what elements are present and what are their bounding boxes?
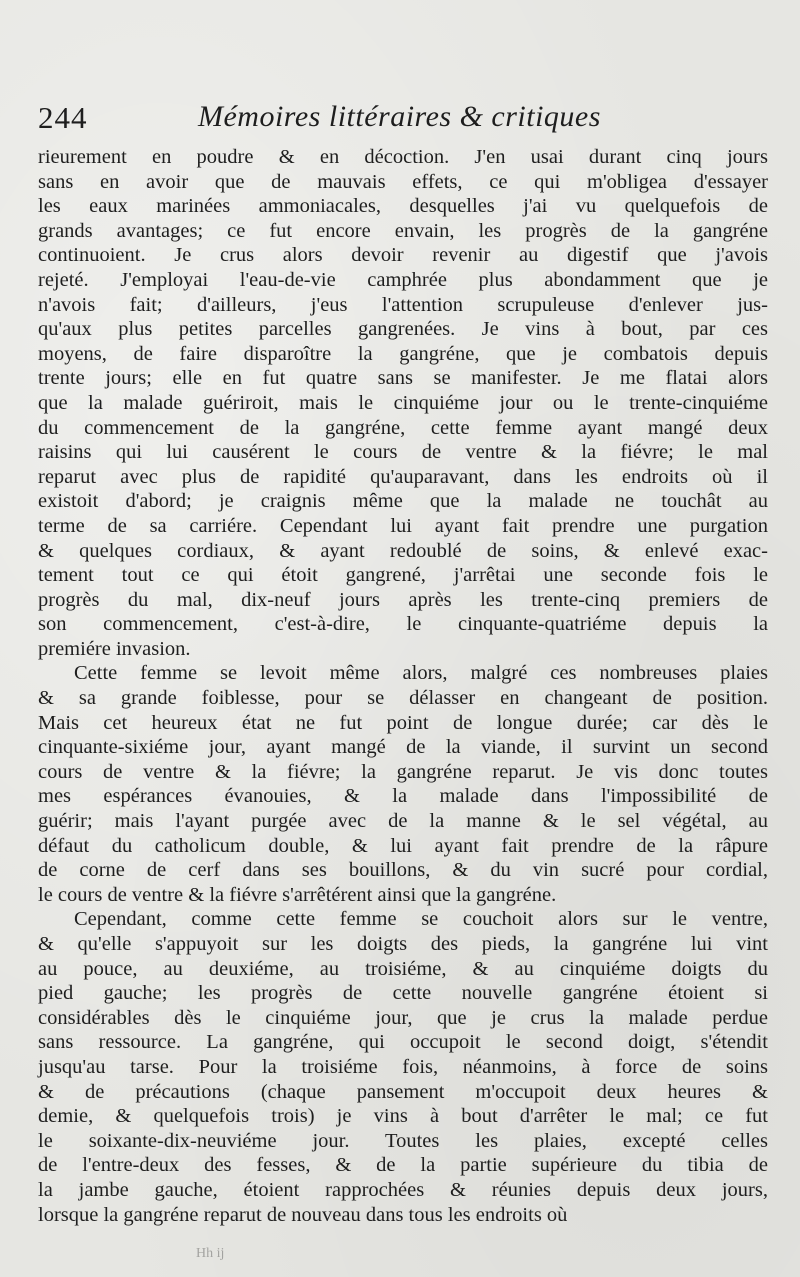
text-line: au pouce, au deuxiéme, au troisiéme, & au cinquiéme doigts du — [38, 957, 768, 980]
text-line: demie, & quelquefois trois) je vins à bout d'arrêter le mal; ce fut — [38, 1105, 768, 1128]
text-line: sans en avoir que de mauvais effets, ce qui m'obligea d'essayer — [38, 170, 768, 193]
text-line: raisins qui lui causérent le cours de ventre & la fiévre; le mal — [38, 441, 768, 464]
text-line: trente jours; elle en fut quatre sans se manifester. Je me flatai alors — [38, 367, 768, 390]
page-header — [38, 100, 768, 140]
text-line: & de précautions (chaque pansement m'occupoit deux heures & — [38, 1080, 768, 1103]
paragraph — [38, 661, 768, 907]
running-title: Mémoires littéraires & critiques — [198, 100, 601, 133]
text-line: grands avantages; ce fut encore envain, les progrès de la gangréne — [38, 219, 768, 242]
text-line: Cette femme se levoit même alors, malgré ces nombreuses plaies — [74, 662, 768, 685]
paragraph — [38, 907, 768, 1227]
body-text — [38, 145, 768, 1227]
text-line: de l'entre-deux des fesses, & de la partie supérieure du tibia de — [38, 1154, 768, 1177]
text-line: Cependant, comme cette femme se couchoit alors sur le ventre, — [74, 908, 768, 931]
text-line: cinquante-sixiéme jour, ayant mangé de la viande, il survint un second — [38, 736, 768, 759]
text-line: terme de sa carriére. Cependant lui ayant fait prendre une purgation — [38, 514, 768, 537]
text-line: rejeté. J'employai l'eau-de-vie camphrée plus abondamment que je — [38, 268, 768, 291]
text-line: progrès du mal, dix-neuf jours après les trente-cinq premiers de — [38, 588, 768, 611]
page-number: 244 — [38, 100, 88, 135]
text-line: guérir; mais l'ayant purgée avec de la manne & le sel végétal, au — [38, 810, 768, 833]
text-line: & sa grande foiblesse, pour se délasser en changeant de position. — [38, 687, 768, 710]
text-line: de corne de cerf dans ses bouillons, & du vin sucré pour cordial, — [38, 859, 768, 882]
text-line: continuoient. Je crus alors devoir revenir au digestif que j'avois — [38, 244, 768, 267]
text-line: Mais cet heureux état ne fut point de longue durée; car dès le — [38, 711, 768, 734]
paragraph — [38, 145, 768, 661]
text-line: existoit d'abord; je craignis même que la malade ne touchât au — [38, 490, 768, 513]
text-line: considérables dès le cinquiéme jour, que je crus la malade perdue — [38, 1006, 768, 1029]
text-line: tement tout ce qui étoit gangrené, j'arrêtai une seconde fois le — [38, 564, 768, 587]
text-line: rieurement en poudre & en décoction. J'en usai durant cinq jours — [38, 146, 768, 168]
text-line: défaut du catholicum double, & lui ayant fait prendre de la râpure — [38, 834, 768, 857]
text-line: & quelques cordiaux, & ayant redoublé de soins, & enlevé exac- — [38, 539, 768, 562]
text-line: que la malade guériroit, mais le cinquiéme jour ou le trente-cinquiéme — [38, 391, 768, 414]
text-line: le cours de ventre & la fiévre s'arrêtérent ainsi que la gangréne. — [38, 883, 557, 906]
text-line: pied gauche; les progrès de cette nouvelle gangréne étoient si — [38, 982, 768, 1005]
text-line: le soixante-dix-neuviéme jour. Toutes les plaies, excepté celles — [38, 1129, 768, 1152]
signature-mark: Hh ij — [196, 1246, 225, 1261]
text-line: son commencement, c'est-à-dire, le cinquante-quatriéme depuis la — [38, 613, 768, 636]
text-line: la jambe gauche, étoient rapprochées & réunies depuis deux jours, — [38, 1178, 768, 1201]
text-line: premiére invasion. — [38, 637, 191, 660]
text-line: lorsque la gangréne reparut de nouveau dans tous les endroits où — [38, 1203, 568, 1226]
text-line: du commencement de la gangréne, cette femme ayant mangé deux — [38, 416, 768, 439]
text-line: reparut avec plus de rapidité qu'auparavant, dans les endroits où il — [38, 465, 768, 488]
text-line: cours de ventre & la fiévre; la gangréne reparut. Je vis donc toutes — [38, 760, 768, 783]
text-line: sans ressource. La gangréne, qui occupoit le second doigt, s'étendit — [38, 1031, 768, 1054]
text-line: n'avois fait; d'ailleurs, j'eus l'attention scrupuleuse d'enlever jus- — [38, 293, 768, 316]
text-line: les eaux marinées ammoniacales, desquelles j'ai vu quelquefois de — [38, 195, 768, 218]
text-line: moyens, de faire disparoître la gangréne, que je combatois depuis — [38, 342, 768, 365]
text-line: jusqu'au tarse. Pour la troisiéme fois, néanmoins, à force de soins — [38, 1055, 768, 1078]
text-line: qu'aux plus petites parcelles gangrenées. Je vins à bout, par ces — [38, 318, 768, 341]
text-line: & qu'elle s'appuyoit sur les doigts des pieds, la gangréne lui vint — [38, 933, 768, 955]
text-line: mes espérances évanouies, & la malade dans l'impossibilité de — [38, 785, 768, 808]
